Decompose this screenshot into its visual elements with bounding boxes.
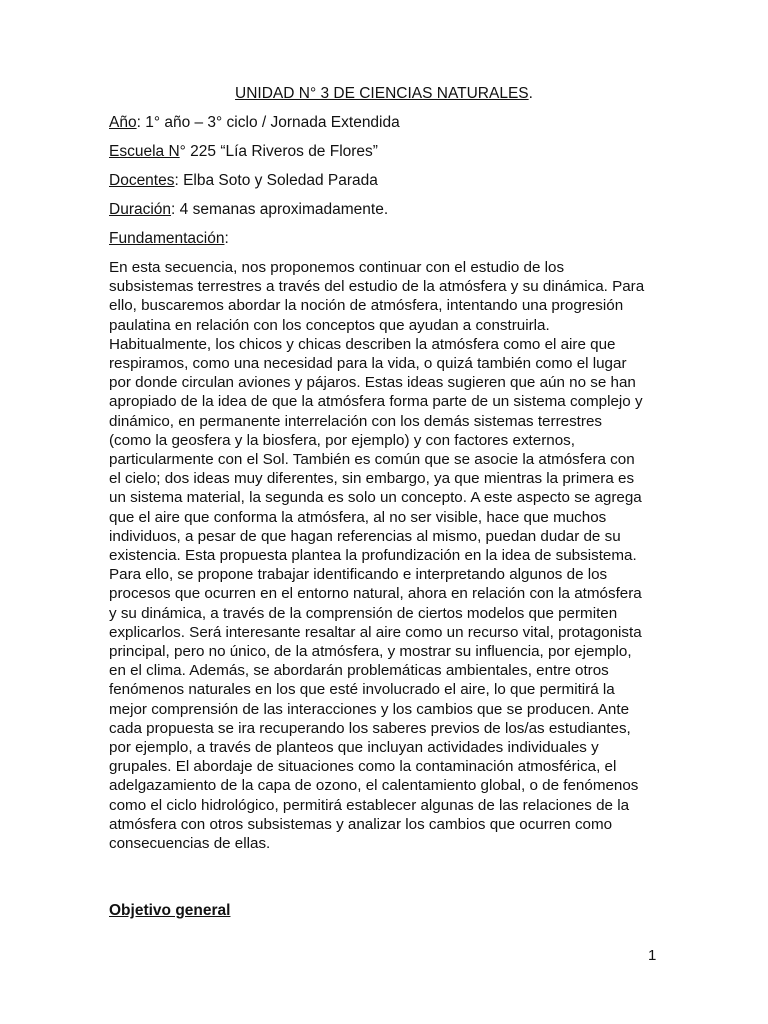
field-teachers bbox=[109, 171, 659, 191]
document-page bbox=[109, 84, 659, 853]
field-duration bbox=[109, 200, 659, 220]
rationale-line: y su dinámica, a través de la comprensión de ciertos modelos que permiten bbox=[109, 604, 618, 622]
rationale-line: fenómenos naturales en los que esté involucrado el aire, lo que permitirá la bbox=[109, 681, 615, 699]
rationale-line: el cielo; dos ideas muy diferentes, sin embargo, ya que mientras la primera es bbox=[109, 470, 635, 488]
rationale-line: respiramos, como una necesidad para la vida, o quizá también como el lugar bbox=[109, 355, 627, 373]
field-school-value: ° 225 “Lía Riveros de Flores” bbox=[179, 143, 378, 160]
field-rationale-label: Fundamentación bbox=[109, 230, 225, 247]
rationale-line: que el aire que conforma la atmósfera, al no ser visible, hace que muchos bbox=[109, 508, 607, 526]
rationale-line: en el clima. Además, se abordarán problemáticas ambientales, entre otros bbox=[109, 662, 609, 680]
rationale-paragraph bbox=[109, 258, 659, 853]
rationale-line: (como la geosfera y la biosfera, por ejemplo) y con factores externos, bbox=[109, 431, 575, 449]
field-rationale-value: : bbox=[224, 230, 229, 247]
field-year-value: : 1° año – 3° ciclo / Jornada Extendida bbox=[136, 114, 400, 131]
rationale-line: Habitualmente, los chicos y chicas describen la atmósfera como el aire que bbox=[109, 335, 616, 353]
rationale-line: individuos, a pesar de que hagan referencias al mismo, puedan dudar de su bbox=[109, 527, 621, 545]
rationale-line: apropiado de la idea de que la atmósfera forma parte de un sistema complejo y bbox=[109, 393, 643, 411]
field-school-label: Escuela N bbox=[109, 143, 180, 160]
field-teachers-value: : Elba Soto y Soledad Parada bbox=[174, 172, 378, 189]
rationale-line: procesos que ocurren en el entorno natural, ahora en relación con la atmósfera bbox=[109, 585, 642, 603]
rationale-line: particularmente con el Sol. También es común que se asocie la atmósfera con bbox=[109, 451, 635, 469]
field-duration-label: Duración bbox=[109, 201, 172, 218]
rationale-line: dinámico, en permanente interrelación con los demás sistemas terrestres bbox=[109, 412, 602, 430]
rationale-line: Para ello, se propone trabajar identificando e interpretando algunos de los bbox=[109, 566, 608, 584]
objective-heading: Objetivo general bbox=[109, 902, 231, 919]
rationale-line: ello, buscaremos abordar la noción de atmósfera, intentando una progresión bbox=[109, 297, 624, 315]
rationale-line: cada propuesta se ira recuperando los saberes previos de los/as estudiantes, bbox=[109, 719, 631, 737]
field-teachers-label: Docentes bbox=[109, 172, 175, 189]
rationale-line: En esta secuencia, nos proponemos continuar con el estudio de los bbox=[109, 259, 565, 276]
field-duration-value: : 4 semanas aproximadamente. bbox=[171, 201, 389, 218]
rationale-line: principal, pero no único, de la atmósfera, y mostrar su influencia, por ejemplo, bbox=[109, 643, 632, 661]
rationale-line: atmósfera con otros subsistemas y analizar los cambios que ocurren como bbox=[109, 815, 613, 833]
rationale-line: paulatina en relación con los conceptos que ayudan a construirla. bbox=[109, 316, 550, 334]
rationale-line: como el ciclo hidrológico, permitirá establecer algunas de las relaciones de la bbox=[109, 796, 630, 814]
title-suffix: . bbox=[528, 85, 533, 102]
rationale-line: por donde circulan aviones y pájaros. Estas ideas sugieren que aún no se han bbox=[109, 374, 636, 392]
rationale-line: existencia. Esta propuesta plantea la profundización en la idea de subsistema. bbox=[109, 547, 637, 565]
rationale-line: subsistemas terrestres a través del estudio de la atmósfera y su dinámica. Para bbox=[109, 278, 645, 296]
document-title bbox=[109, 84, 659, 104]
field-school bbox=[109, 142, 659, 162]
rationale-line: explicarlos. Será interesante resaltar al aire como un recurso vital, protagonista bbox=[109, 623, 642, 641]
rationale-line: consecuencias de ellas. bbox=[109, 835, 271, 853]
rationale-line: grupales. El abordaje de situaciones como la contaminación atmosférica, el bbox=[109, 758, 617, 776]
field-year-label: Año bbox=[109, 114, 137, 131]
field-rationale bbox=[109, 229, 659, 249]
title-text: UNIDAD N° 3 DE CIENCIAS NATURALES bbox=[235, 85, 529, 102]
rationale-line: mejor comprensión de las interacciones y los cambios que se producen. Ante bbox=[109, 700, 630, 718]
rationale-line: por ejemplo, a través de planteos que incluyan actividades individuales y bbox=[109, 739, 599, 757]
rationale-line: un sistema material, la segunda es solo un concepto. A este aspecto se agrega bbox=[109, 489, 642, 507]
field-year bbox=[109, 113, 659, 133]
rationale-line: adelgazamiento de la capa de ozono, el calentamiento global, o de fenómenos bbox=[109, 777, 639, 795]
page-number: 1 bbox=[648, 947, 657, 964]
